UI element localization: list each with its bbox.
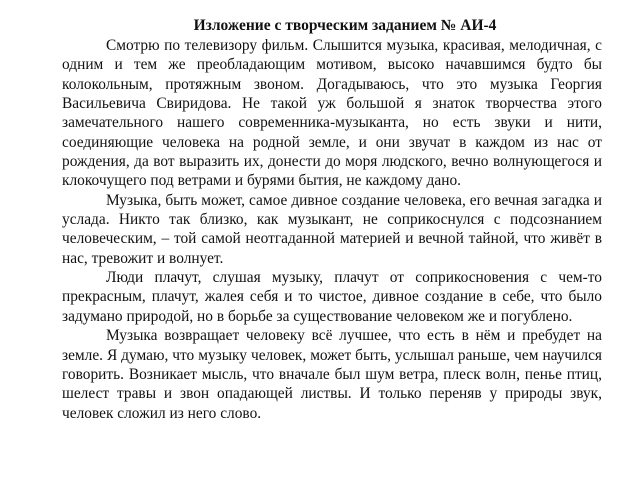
- paragraph-2: Музыка, быть может, самое дивное создание человека, его вечная загадка и услада. Никто так близко, как музыкант, не соприкоснулся с подсознанием человеческим, – той самой неотгаданной материей и вечной тайной, что живёт в нас, тревожит и волнует.: [62, 191, 602, 267]
- paragraph-4: Музыка возвращает человеку всё лучшее, что есть в нём и пребудет на земле. Я думаю, что музыку человек, может быть, услышал раньше, чем научился говорить. Возникает мысль, что вначале был шум ветра, плеск волн, пенье птиц, шелест травы и звон опадающей листвы. И только переняв у природы звук, человек сложил из него слово.: [62, 327, 602, 422]
- document-page: [62, 16, 602, 423]
- paragraph-3: Люди плачут, слушая музыку, плачут от соприкосновения с чем-то прекрасным, плачут, жалея себя и то чистое, дивное создание в себе, что было задумано природой, но в борьбе за существование человеком же и погублено.: [62, 269, 602, 325]
- document-title: Изложение с творческим заданием № АИ-4: [193, 17, 497, 34]
- paragraph-1: Смотрю по телевизору фильм. Слышится музыка, красивая, мелодичная, с одним и тем же преобладающим мотивом, высоко начавшимся будто бы колокольным, протяжным звоном. Догадываюсь, что это музыка Георгия Васильевича Свиридова. Не такой уж большой я знаток творчества этого замечательного нашего современника-музыканта, но есть звуки и нити, соединяющие человека на родной земле, и они звучат в каждом из нас от рождения, да вот выразить их, донести до моря людского, вечно волнующегося и клокочущего под ветрами и бурями бытия, не каждому дано.: [62, 37, 602, 190]
